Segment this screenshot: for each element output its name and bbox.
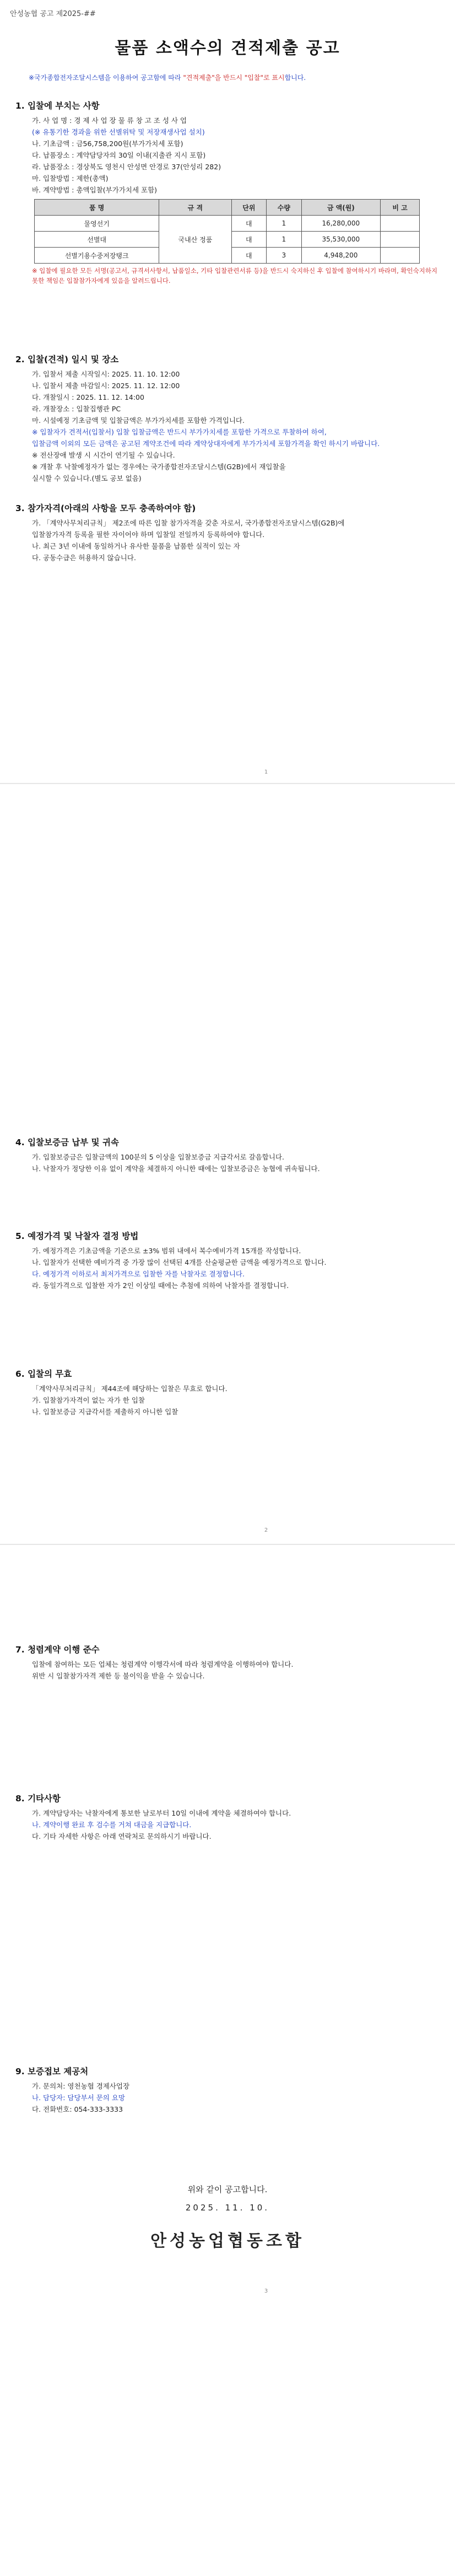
notice-date: 2025. 11. 10.	[185, 2203, 270, 2213]
table-cell: 물영선기	[35, 216, 159, 232]
s2-line: ※ 개찰 후 낙찰예정자가 없는 경우에는 국가종합전자조달시스템(G2B)에서 재입찰을	[32, 463, 286, 471]
table-cell: 대	[231, 216, 267, 232]
s7-line: 위반 시 입찰참가자격 제한 등 불이익을 받을 수 있습니다.	[32, 1672, 205, 1680]
table-header: 비 고	[381, 200, 420, 216]
s3-line: 다. 공동수급은 허용하지 않습니다.	[32, 554, 136, 562]
s2-line: ※ 전산장애 발생 시 시간이 연기될 수 있습니다.	[32, 451, 175, 459]
doc-number: 안성농협 공고 제2025-##	[10, 10, 96, 18]
s5-line: 나. 입찰자가 선택한 예비가격 중 가장 많이 선택된 4개를 산술평균한 금액을 예정가격으로 합니다.	[32, 1258, 327, 1266]
notice: ※국가종합전자조달시스템을 이용하여 공고함에 따라 "견적제출"을 반드시 "입찰"로 표시합니다.	[29, 74, 306, 82]
s7-line: 입찰에 참여하는 모든 업체는 청렴계약 이행각서에 따라 청렴계약을 이행하여야 합니다.	[32, 1660, 294, 1668]
section-9-heading: 9. 보증접보 제공처	[15, 2067, 89, 2076]
page-mark: 1	[264, 769, 268, 775]
table-cell: 대	[231, 232, 267, 248]
table-cell: 국내산 정품	[159, 216, 231, 264]
s1-line: 나. 기초금액 : 금56,758,200원(부가가치세 포함)	[32, 139, 183, 148]
table-cell: 35,530,000	[301, 232, 380, 248]
section-4-heading: 4. 입찰보증금 납부 및 귀속	[15, 1137, 119, 1147]
s8-line: 다. 기타 자세한 사항은 아래 연락처로 문의하시기 바랍니다.	[32, 1832, 212, 1840]
section-1-heading: 1. 입찰에 부치는 사항	[15, 101, 100, 111]
s2-line: 실시할 수 있습니다.(별도 공보 없음)	[32, 474, 142, 482]
section-9	[15, 2065, 440, 2115]
table-header: 규 격	[159, 200, 231, 216]
page-mark: 3	[264, 2288, 268, 2294]
s1-line: 다. 납품장소 : 계약담당자의 30일 이내(지출관 지시 포함)	[32, 151, 206, 159]
s1-note: ※ 입찰에 필요한 모든 서명(공고서, 규격서사항서, 납품일소, 기타 입찰관련서류 등)을 반드시 숙지하신 후 입찰에 참여하시기 바라며, 확인숙지하지 못한 책임은 입찰참가자에게 있음을 알려드립니다.	[32, 267, 438, 285]
organization-name: 안성농업협동조합	[150, 2231, 305, 2251]
s2-line: 라. 개찰장소 : 입찰집행관 PC	[32, 405, 121, 413]
s2-line: 입찰금액 이외의 모든 금액은 공고된 계약조건에 따라 계약상대자에게 부가가치세 포함가격을 확인 하시기 바랍니다.	[32, 439, 380, 448]
s2-line: 나. 입찰서 제출 마감일시: 2025. 11. 12. 12:00	[32, 382, 180, 390]
section-3	[15, 502, 440, 564]
section-2	[15, 353, 440, 484]
closing-text: 위와 같이 공고합니다.	[187, 2185, 268, 2194]
table-cell	[381, 216, 420, 232]
table-cell	[381, 232, 420, 248]
s3-line: 가. 「계약사무처리규칙」 제2조에 따른 입찰 참가자격을 갖춘 자로서, 국가종합전자조달시스템(G2B)에	[32, 519, 345, 527]
s3-line: 나. 최근 3년 이내에 동일하거나 유사한 물품을 납품한 실적이 있는 자	[32, 542, 240, 550]
signature-block	[0, 2183, 455, 2251]
section-7	[15, 1643, 440, 1682]
section-6	[15, 1367, 440, 1418]
page-mark: 2	[264, 1527, 268, 1533]
table-header: 단위	[231, 200, 267, 216]
table-header: 금 액(원)	[301, 200, 380, 216]
s1-line: 바. 계약방법 : 총액입찰(부가가치세 포함)	[32, 186, 158, 194]
section-1	[15, 99, 440, 286]
table-cell: 3	[267, 248, 302, 264]
section-8	[15, 1792, 440, 1842]
s6-line: 가. 입찰참가자격이 없는 자가 한 입찰	[32, 1396, 145, 1404]
section-5-heading: 5. 예정가격 및 낙찰자 결정 방법	[15, 1231, 139, 1241]
table-header: 품 명	[35, 200, 159, 216]
table-cell: 선별기용수중저장탱크	[35, 248, 159, 264]
s3-line: 입찰참가자격 등록을 필한 자이어야 하며 입찰일 전일까지 등록하여야 합니다.	[32, 530, 265, 539]
s9-line: 다. 전화번호: 054-333-3333	[32, 2105, 123, 2113]
page-divider	[0, 1544, 455, 1545]
table-row	[35, 216, 420, 232]
table-cell	[381, 248, 420, 264]
s2-line: 가. 입찰서 제출 시작일시: 2025. 11. 10. 12:00	[32, 370, 180, 378]
table-header: 수량	[267, 200, 302, 216]
s5-line: 다. 예정가격 이하로서 최저가격으로 입찰한 자를 낙찰자로 결정합니다.	[32, 1270, 245, 1278]
s4-line: 가. 입찰보증금은 입찰금액의 100분의 5 이상을 입찰보증금 지급각서로 갈음합니다.	[32, 1153, 284, 1161]
s2-line: ※ 입찰자가 견적서(입찰서) 입찰 입찰금액은 반드시 부가가치세를 포함한 가격으로 투찰하여 하여,	[32, 428, 327, 436]
s9-line: 가. 문의처: 영천농협 경제사업장	[32, 2082, 130, 2090]
section-4	[15, 1136, 440, 1174]
table-cell: 1	[267, 216, 302, 232]
s8-line: 나. 계약이행 완료 후 검수를 거쳐 대금을 지급합니다.	[32, 1821, 192, 1829]
s1-line: 라. 납품장소 : 경상북도 영천시 안성면 안경로 37(안성리 282)	[32, 163, 221, 171]
section-3-heading: 3. 참가자격(아래의 사항을 모두 충족하여야 함)	[15, 503, 196, 513]
s2-line: 다. 개찰일시 : 2025. 11. 12. 14:00	[32, 393, 144, 401]
section-5	[15, 1230, 440, 1291]
page-divider	[0, 783, 455, 784]
table-cell: 1	[267, 232, 302, 248]
s9-line: 나. 담당자: 담당부서 문의 요망	[32, 2094, 125, 2102]
item-table	[34, 199, 420, 264]
s5-line: 라. 동일가격으로 입찰한 자가 2인 이상일 때에는 추첨에 의하여 낙찰자를 결정합니다.	[32, 1281, 289, 1290]
section-8-heading: 8. 기타사항	[15, 1794, 61, 1804]
s2-line: 마. 시설예정 기초금액 및 입찰금액은 부가가치세를 포함한 가격입니다.	[32, 416, 245, 425]
s8-line: 가. 계약담당자는 낙찰자에게 통보한 날로부터 10일 이내에 계약을 체결하여야 합니다.	[32, 1809, 291, 1817]
s6-line: 나. 입찰보증금 지급각서를 제출하지 아니한 입찰	[32, 1408, 178, 1416]
section-7-heading: 7. 청렴계약 이행 준수	[15, 1645, 100, 1655]
s4-line: 나. 낙찰자가 정당한 이유 없이 계약을 체결하지 아니한 때에는 입찰보증금은 농협에 귀속됩니다.	[32, 1164, 320, 1173]
table-cell: 16,280,000	[301, 216, 380, 232]
s6-line: 「계약사무처리규칙」 제44조에 해당하는 입찰은 무효로 합니다.	[32, 1384, 228, 1393]
page-title: 물품 소액수의 견적제출 공고	[115, 39, 340, 58]
section-6-heading: 6. 입찰의 무효	[15, 1369, 72, 1379]
s1-line: 마. 입찰방법 : 제한(총액)	[32, 174, 109, 183]
s1-line: (※ 유통기한 경과을 위한 선별위탁 및 저장재생사업 설치)	[32, 128, 205, 136]
table-cell: 4,948,200	[301, 248, 380, 264]
table-cell: 대	[231, 248, 267, 264]
section-2-heading: 2. 입찰(견적) 일시 및 장소	[15, 355, 119, 364]
s5-line: 가. 예정가격은 기초금액을 기준으로 ±3% 범위 내에서 복수예비가격 15개를 작성합니다.	[32, 1247, 301, 1255]
table-cell: 선별대	[35, 232, 159, 248]
s1-line: 가. 사 업 명 : 경 제 사 업 장 물 류 창 고 조 성 사 업	[32, 116, 187, 125]
